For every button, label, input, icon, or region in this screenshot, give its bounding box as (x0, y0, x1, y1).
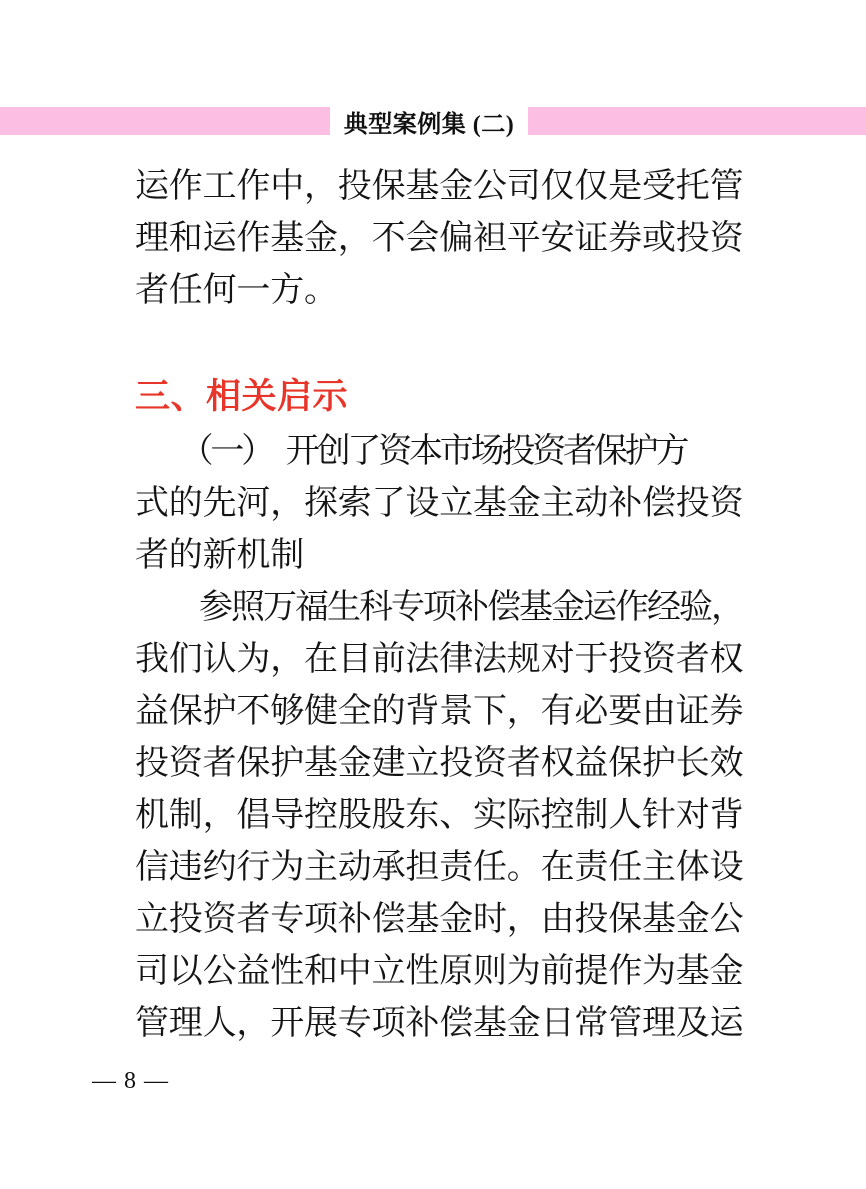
text-line: 参照万福生科专项补偿基金运作经验， (135, 589, 743, 626)
body-text-column (135, 161, 747, 1050)
running-head-container (330, 105, 528, 137)
text-line: 投资者保护基金建立投资者权益保护长效 (135, 745, 744, 782)
text-line: 者的新机制 (135, 537, 304, 574)
paragraph-2 (135, 426, 747, 582)
text-line: 管理人，开展专项补偿基金日常管理及运 (135, 1005, 744, 1042)
text-line: 我们认为，在目前法律法规对于投资者权 (135, 641, 744, 678)
text-line: 立投资者专项补偿基金时，由投保基金公 (135, 901, 744, 938)
section-heading: 三、相关启示 (135, 377, 349, 417)
text-line: 者任何一方。 (135, 272, 338, 309)
text-line: 信违约行为主动承担责任。在责任主体设 (135, 849, 744, 886)
text-line: 式的先河，探索了设立基金主动补偿投资 (135, 485, 744, 522)
running-head-title: 典型案例集 (二) (343, 111, 515, 138)
text-line: 理和运作基金，不会偏袒平安证券或投资 (135, 220, 744, 257)
text-line: 机制，倡导控股股东、实际控制人针对背 (135, 797, 744, 834)
text-line: 运作工作中，投保基金公司仅仅是受托管 (135, 168, 744, 205)
paragraph-1 (135, 161, 747, 317)
text-line: 益保护不够健全的背景下，有必要由证券 (135, 693, 744, 730)
paragraph-3 (135, 582, 747, 1050)
text-line: （一） 开创了资本市场投资者保护方 (135, 433, 687, 470)
page-number: — 8 — (92, 1068, 169, 1094)
text-line: 司以公益性和中立性原则为前提作为基金 (135, 953, 744, 990)
